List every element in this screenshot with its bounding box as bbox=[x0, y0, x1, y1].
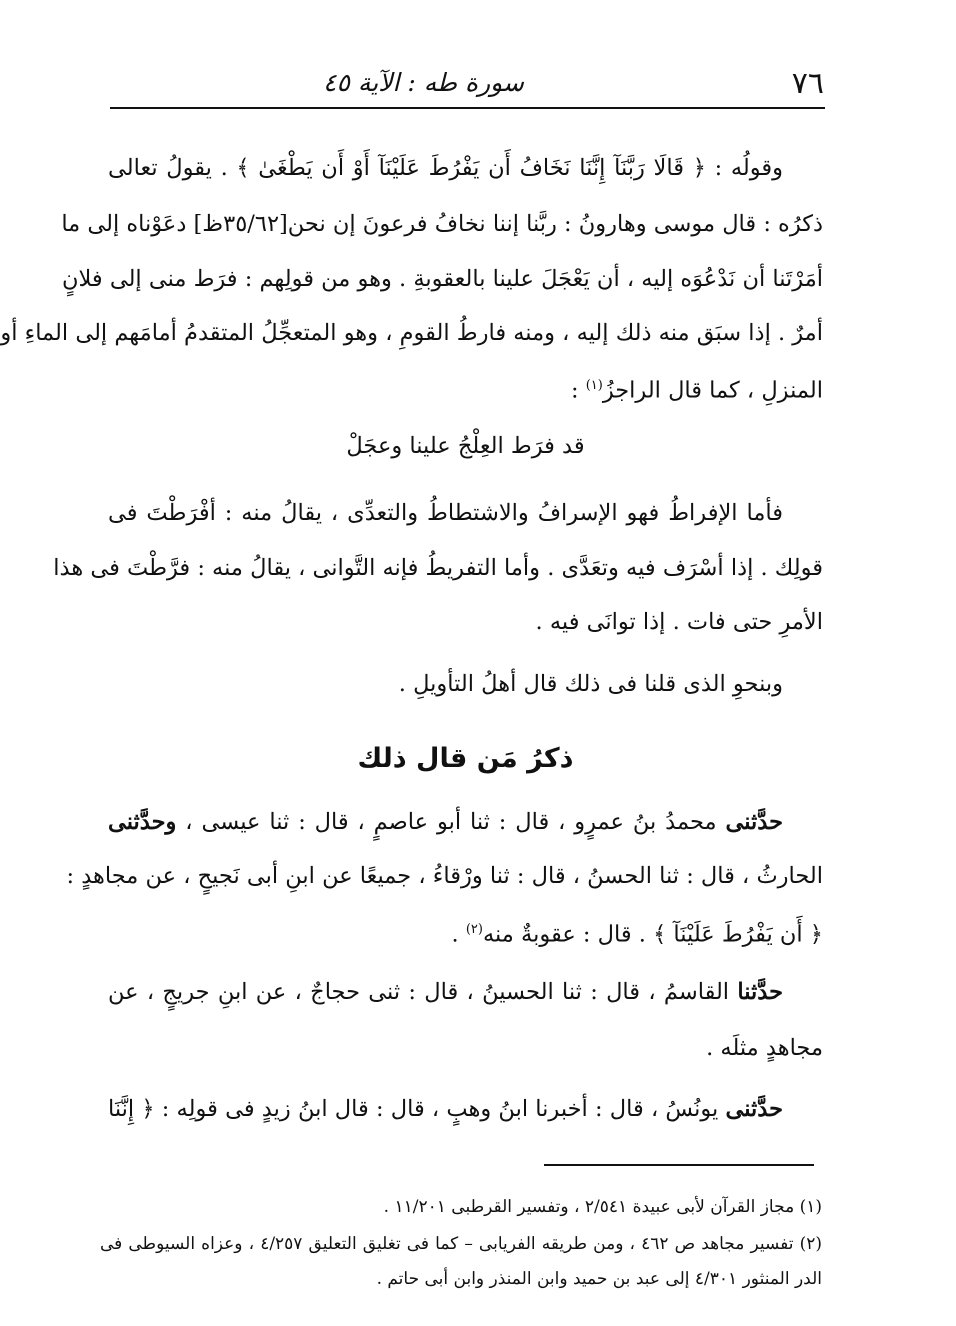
footnote-ref-1: (١) bbox=[585, 378, 603, 393]
paragraph-2-line-2: قولِك . إذا أسْرَف فيه وتعَدَّى . وأما التفريطُ فإنه التَّوانى ، يقالُ منه : فرَّطْتَ فى هذا bbox=[53, 555, 823, 581]
verse-line: قد فرَط العِلْجُ علينا وعجَلْ bbox=[346, 433, 585, 459]
running-head bbox=[112, 62, 824, 102]
page-number: ٧٦ bbox=[791, 66, 824, 101]
text-span: المنزلِ ، كما قال الراجزُ bbox=[602, 377, 823, 404]
paragraph-1-line-5 bbox=[108, 364, 823, 410]
footnote-1: (١) مجاز القرآن لأبى عبيدة ٢/٥٤١ ، وتفسير القرطبى ١١/٢٠١ . bbox=[383, 1197, 822, 1217]
paragraph-1-line-2: ذكرُه : قال موسى وهارونُ : ربَّنا إننا نخافُ فرعونَ إن نحن[٣٥/٦٢ظ] دعَوْناه إلى ما bbox=[61, 211, 823, 237]
section-heading: ذكرُ مَن قال ذلك bbox=[357, 743, 574, 774]
paragraph-5-line-2: مجاهدٍ مثلَه . bbox=[706, 1035, 823, 1061]
paragraph-6-line-1 bbox=[108, 1087, 823, 1133]
footnote-2-line-2: الدر المنثور ٤/٣٠١ إلى عبد بن حميد وابن المنذر وابن أبى حاتم . bbox=[376, 1269, 822, 1289]
text-span: : bbox=[570, 377, 586, 404]
paragraph-2-line-3: الأمرِ حتى فات . إذا توانَى فيه . bbox=[535, 609, 823, 635]
paragraph-5-line-1 bbox=[108, 970, 823, 1016]
text-span: ﴿ أَن يَفْرُطَ عَلَيْنَآ ﴾ . قال : عقوبةٌ منه bbox=[482, 921, 823, 948]
header-rule bbox=[110, 107, 825, 109]
paragraph-4-line-1 bbox=[108, 800, 823, 846]
paragraph-3-line-1: وبنحوِ الذى قلنا فى ذلك قال أهلُ التأويلِ . bbox=[398, 671, 783, 697]
paragraph-1-line-3: أمَرْتَنا أن نَدْعُوَه إليه ، أن يَعْجَلَ علينا بالعقوبةِ . وهو من قولِهم : فرَط منى إلى فلانٍ bbox=[61, 266, 823, 292]
paragraph-2-line-1: فأما الإفراطُ فهو الإسرافُ والاشتطاطُ والتعدِّى ، يقالُ منه : أفْرَطْتَ فى bbox=[108, 500, 783, 526]
text-span: يونُسُ ، قال : أخبرنا ابنُ وهبٍ ، قال : قال ابنُ زيدٍ فى قولِه : ﴿ إِنَّنَا bbox=[108, 1096, 726, 1122]
isnad-lead: حدَّثنى bbox=[725, 809, 783, 835]
isnad-lead: حدَّثنى bbox=[725, 1096, 783, 1122]
text-span: القاسمُ ، قال : ثنا الحسينُ ، قال : ثنى حجاجٌ ، عن ابنِ جريجٍ ، عن bbox=[108, 979, 738, 1005]
surah-title: سورة طه : الآية ٤٥ bbox=[323, 68, 524, 97]
paragraph-1-line-4: أمرٌ . إذا سبَق منه ذلك إليه ، ومنه فارطُ القومِ ، وهو المتعجِّلُ المتقدمُ أمامَهم إلى الماءِ أو bbox=[0, 320, 823, 346]
paragraph-1-line-1: وقولُه : ﴿ قَالَا رَبَّنَآ إِنَّنَا نَخَافُ أَن يَفْرُطَ عَلَيْنَآ أَوْ أَن يَطْغَىٰ ﴾ . يقولُ تعالى bbox=[108, 155, 783, 181]
text-span: محمدُ بنُ عمرٍو ، قال : ثنا أبو عاصمٍ ، قال : ثنا عيسى ، bbox=[176, 809, 726, 835]
footnote-ref-2: (٢) bbox=[465, 922, 483, 937]
paragraph-4-line-3 bbox=[108, 908, 823, 954]
text-span: . bbox=[451, 921, 466, 948]
paragraph-4-line-2: الحارثُ ، قال : ثنا الحسنُ ، قال : ثنا ورْقاءُ ، جميعًا عن ابنِ أبى نَجيحٍ ، عن مجاهدٍ : bbox=[66, 863, 823, 889]
isnad-lead: حدَّثنا bbox=[737, 979, 783, 1005]
footnote-2-line-1: (٢) تفسير مجاهد ص ٤٦٢ ، ومن طريقه الفريابى – كما فى تغليق التعليق ٤/٢٥٧ ، وعزاه السيوطى فى bbox=[100, 1234, 822, 1254]
isnad-lead: وحدَّثنى bbox=[108, 809, 177, 835]
footnote-rule bbox=[544, 1164, 814, 1166]
